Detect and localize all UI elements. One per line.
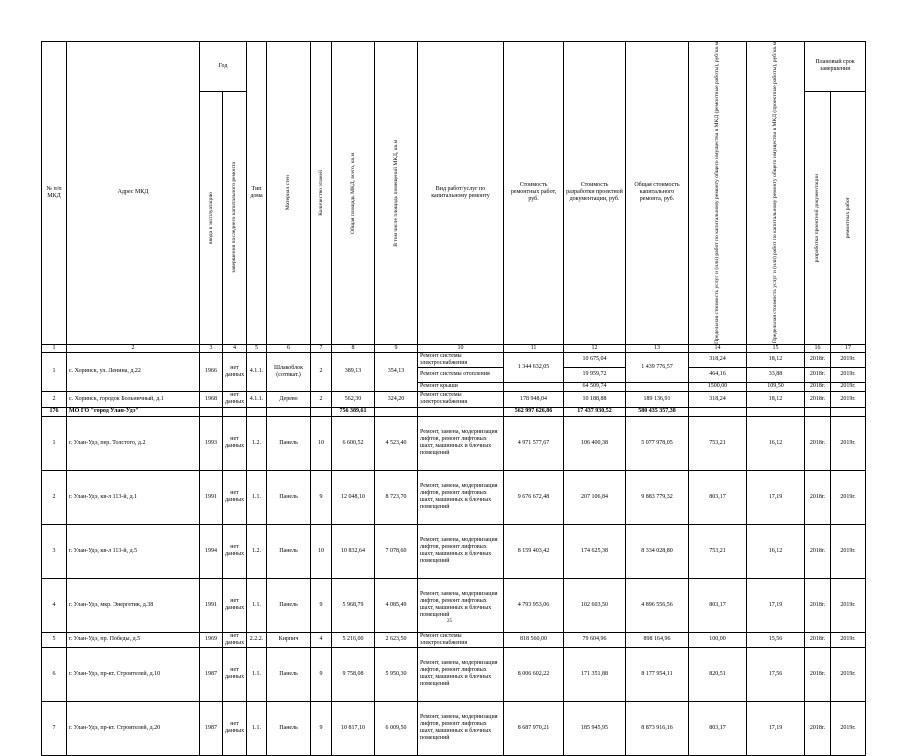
table-row: 1 с. Хоринск, ул. Ленина, д.22 1966 нет данных 4.1.1. Шлакоблок (сотпкат.) 2 389,13 354,13 Ремонт системы электроснабжения 1 344 632,05 10 675,04 1 439 776,57 318,24 18,12 2018г. 2019г. [42,352,866,367]
table-cell: 16,12 [747,416,805,470]
column-number: 7 [311,344,332,352]
table-cell: 4 971 577,67 [504,416,564,470]
table-cell: нет данных [223,632,247,647]
table-row: Ремонт крыши 64 509,74 1500,00 109,50 2018г. 2019г. [42,382,866,391]
municipality-total-row: 176 МО ГО "город Улан-Удэ" 756 389,61 562 997 626,86 17 437 930,52 580 435 357,38 [42,407,866,416]
table-row: 2 с. Хоринск, городок Больничный, д.1 1968 нет данных 4.1.1. Дерево 2 562,30 324,20 Ремонт системы электроснабжения 178 948,04 10 188,88 189 136,91 318,24 18,12 2018г. 2019г. [42,391,866,407]
table-cell: нет данных [223,701,247,755]
table-cell: 17,56 [747,647,805,701]
table-cell: 12 048,10 [332,470,375,524]
table-cell: 803,17 [689,701,747,755]
table-cell: 15,56 [747,632,805,647]
table-cell: 6 [42,647,67,701]
table-cell: Ремонт, замена, модернизация лифтов, ремонт лифтовых шахт, машинных и блочных помещений [418,416,504,470]
table-cell: 171 351,88 [564,647,626,701]
table-cell: г. Улан-Удэ, мкр. Энергетик, д.38 [67,578,200,632]
table-cell: 5 216,00 [332,632,375,647]
table-cell: 1991 [200,578,223,632]
table-cell: 7 [42,701,67,755]
table-row [42,701,866,755]
table-cell: нет данных [223,416,247,470]
table-cell: 4 085,49 [375,578,418,632]
table-cell: 1994 [200,524,223,578]
table-row [42,524,866,578]
table-cell: 185 945,95 [564,701,626,755]
table-cell: г. Улан-Удэ, кв-л 113-й, д.1 [67,470,200,524]
table-cell: 753,21 [689,416,747,470]
table-cell: Ремонт, замена, модернизация лифтов, ремонт лифтовых шахт, машинных и блочных помещений [418,647,504,701]
table-cell: 1.1. [247,470,267,524]
table-row [42,647,866,701]
table-cell: 10 832,64 [332,524,375,578]
table-cell: 1993 [200,416,223,470]
table-cell: 7 078,60 [375,524,418,578]
table-cell: 9 [311,578,332,632]
table-cell: 16,12 [747,524,805,578]
table-cell: 1.1. [247,578,267,632]
table-cell: 6 009,50 [375,701,418,755]
table-cell: 100,00 [689,632,747,647]
column-number: 10 [418,344,504,352]
table-cell: 2019г. [831,524,866,578]
table-cell: 1987 [200,701,223,755]
header-year-commission: ввода в эксплуатацию [207,191,214,244]
table-cell: 1.1. [247,647,267,701]
table-cell: 753,21 [689,524,747,578]
header-wall-material: Материал стен [285,175,292,211]
table-cell: Ремонт, замена, модернизация лифтов, ремонт лифтовых шахт, машинных и блочных помещений [418,701,504,755]
column-number: 4 [223,344,247,352]
header-cost-repair: Стоимость ремонтных работ, руб. [504,42,564,345]
table-cell: 4 [311,632,332,647]
table-cell: Ремонт, замена, модернизация лифтов, ремонт лифтовых шахт, машинных и блочных помещений [418,578,504,632]
table-cell: 79 604,96 [564,632,626,647]
column-number: 16 [805,344,831,352]
table-cell: 5 950,30 [375,647,418,701]
table-cell: 2018г. [805,647,831,701]
table-cell: Кирпич [267,632,311,647]
table-cell: 820,51 [689,647,747,701]
column-number: 6 [267,344,311,352]
table-cell: 2019г. [831,416,866,470]
table-cell: г. Улан-Удэ, пер. Толстого, д.2 [67,416,200,470]
column-number: 2 [67,344,200,352]
table-cell: 8 873 916,16 [626,701,689,755]
table-cell: 1991 [200,470,223,524]
table-cell: 9 [311,470,332,524]
table-cell: 8 687 970,21 [504,701,564,755]
table-cell: 2019г. [831,647,866,701]
header-cost-total: Общая стоимость капитального ремонта, руб. [626,42,689,345]
table-cell: 1.2. [247,524,267,578]
table-cell: 17,19 [747,578,805,632]
table-cell: 9 [311,701,332,755]
header-floors: Количество этажей [317,170,324,216]
table-cell: г. Улан-Удэ, пр. Победы, д.5 [67,632,200,647]
table-cell: 6 600,52 [332,416,375,470]
table-row [42,578,866,632]
table-cell: 102 603,50 [564,578,626,632]
table-cell: 1 [42,416,67,470]
table-cell: нет данных [223,578,247,632]
table-cell: 2019г. [831,578,866,632]
column-number: 13 [626,344,689,352]
table-cell: 1987 [200,647,223,701]
header-planned-design: разработки проектной документации [814,173,821,262]
table-cell: 2019г. [831,632,866,647]
table-cell: Панель [267,578,311,632]
column-number: 11 [504,344,564,352]
table-cell: г. Улан-Удэ, пр-кт. Строителей, д.10 [67,647,200,701]
table-cell: 3 [42,524,67,578]
table-cell: 803,17 [689,578,747,632]
table-cell: 2018г. [805,524,831,578]
table-cell: 8 006 602,22 [504,647,564,701]
table-cell: 106 400,38 [564,416,626,470]
table-body [42,42,866,756]
header-total-area: Общая площадь МКД, всего, кв.м [349,152,356,234]
column-number: 17 [831,344,866,352]
table-cell: 5 968,79 [332,578,375,632]
table-cell: 10 [311,416,332,470]
page-number: 25 [447,619,452,624]
table-cell: г. Улан-Удэ, пр-кт. Строителей, д.20 [67,701,200,755]
table-cell: 2 [42,470,67,524]
header-year-group: Год [200,42,247,92]
table-cell: 9 676 672,48 [504,470,564,524]
table-cell: 9 [311,647,332,701]
header-cost-design: Стоимость разработки проектной документации, руб. [564,42,626,345]
table-cell: 174 625,38 [564,524,626,578]
table-cell: 4 896 556,56 [626,578,689,632]
table-cell: 17,19 [747,701,805,755]
table-cell: 2.2.2. [247,632,267,647]
table-cell: 2018г. [805,701,831,755]
table-cell: 2019г. [831,701,866,755]
table-cell: 803,17 [689,470,747,524]
column-number: 3 [200,344,223,352]
header-house-type: Тип дома [247,42,267,345]
header-work-type: Вид работ/услуг по капитальному ремонту [418,42,504,345]
table-cell: г. Улан-Удэ, кв-л 113-й, д.5 [67,524,200,578]
table-row [42,470,866,524]
table-cell: 8 334 028,80 [626,524,689,578]
table-cell: нет данных [223,647,247,701]
table-cell: 2018г. [805,470,831,524]
table-cell: 2019г. [831,470,866,524]
table-cell: 1969 [200,632,223,647]
table-cell: Панель [267,524,311,578]
header-num: № п/п МКД [42,42,67,345]
table-cell: 8 723,70 [375,470,418,524]
table-cell: 8 177 954,11 [626,647,689,701]
table-cell: 2018г. [805,632,831,647]
table-cell: нет данных [223,470,247,524]
column-number: 14 [689,344,747,352]
table-cell: 17,19 [747,470,805,524]
header-year-last-repair: завершения последнего капитального ремонта [231,162,238,274]
table-cell: Ремонт, замена, модернизация лифтов, ремонт лифтовых шахт, машинных и блочных помещений [418,470,504,524]
header-limit-cost: Предельная стоимость услуг и (или) работ по капитальному ремонту общего имущества в МКД (ремонтные работы), руб/кв.м [714,42,721,344]
header-planned-repair: ремонтных работ [844,197,851,239]
table-cell: 2018г. [805,416,831,470]
table-cell: Ремонт системы электроснабжения [418,632,504,647]
column-number: 15 [747,344,805,352]
table-cell: 207 106,84 [564,470,626,524]
table-cell: 5 [42,632,67,647]
column-number: 8 [332,344,375,352]
table-cell: 2 623,50 [375,632,418,647]
table-cell: 4 [42,578,67,632]
table-row: Ремонт системы отопления 19 959,72 464,16 33,88 2018г. 2019г. [42,367,866,382]
table-cell: 10 817,10 [332,701,375,755]
column-number: 5 [247,344,267,352]
header-planned: Плановый срок завершения [805,42,866,92]
table-cell: 818 560,00 [504,632,564,647]
table-cell: 1.1. [247,701,267,755]
table-cell: Панель [267,470,311,524]
table-cell: 10 [311,524,332,578]
table-cell: 5 077 978,05 [626,416,689,470]
column-numbers-row [42,344,866,352]
table-cell: 8 159 403,42 [504,524,564,578]
table-cell: 9 758,08 [332,647,375,701]
header-address: Адрес МКД [67,42,200,345]
table-cell: 2018г. [805,578,831,632]
table-cell: 4 793 953,06 [504,578,564,632]
table-cell: 1.2. [247,416,267,470]
table-cell: нет данных [223,524,247,578]
column-number: 9 [375,344,418,352]
table-cell: Панель [267,647,311,701]
capital-repair-table [41,41,866,756]
table-cell: 898 164,96 [626,632,689,647]
column-number: 12 [564,344,626,352]
table-cell: 9 883 779,32 [626,470,689,524]
header-limit-cost-2: Предельная стоимость услуг и (или) работ по капитальному ремонту общего имущества в МКД (проектные работы), руб/кв.м [772,42,779,344]
table-cell: Ремонт, замена, модернизация лифтов, ремонт лифтовых шахт, машинных и блочных помещений [418,524,504,578]
table-cell: Панель [267,416,311,470]
table-row [42,416,866,470]
header-area-premises: В том числе площадь помещений МКД, кв.м [392,139,399,247]
column-number: 1 [42,344,67,352]
table-cell: Панель [267,701,311,755]
table-cell: 4 523,40 [375,416,418,470]
